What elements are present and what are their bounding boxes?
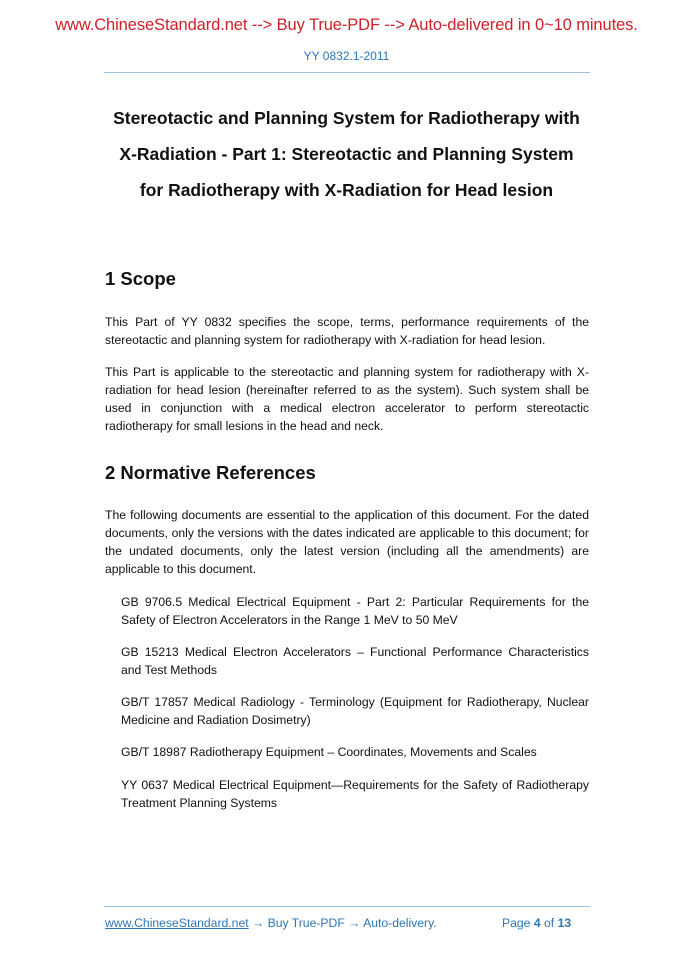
of-label: of: [540, 916, 558, 930]
total-pages: 13: [557, 916, 572, 930]
normative-intro-paragraph: The following documents are essential to the application of this document. For the dated documents, only the versions with the dates indicated are applicable to this document; for the undated documents, only the latest version (including all the amendments) are applicable to this document.: [105, 508, 589, 576]
section-heading-normative-references: 2 Normative References: [105, 462, 316, 483]
footer-divider: [104, 906, 590, 907]
page-indicator: [502, 916, 571, 930]
title-line-2: X-Radiation - Part 1: Stereotactic and Planning System: [119, 144, 574, 164]
section-heading-scope: 1 Scope: [105, 268, 176, 289]
document-title: [90, 100, 603, 208]
header-divider: [104, 72, 590, 73]
current-page: 4: [533, 916, 541, 930]
reference-item: GB 15213 Medical Electron Accelerators – Functional Performance Characteristics and Test Methods: [121, 645, 589, 677]
footer-promo: [105, 916, 437, 930]
reference-item: YY 0637 Medical Electrical Equipment—Requirements for the Safety of Radiotherapy Treatment Planning Systems: [121, 778, 589, 810]
reference-item: GB 9706.5 Medical Electrical Equipment - Part 2: Particular Requirements for the Safety of Electron Accelerators in the Range 1 MeV to 50 MeV: [121, 595, 589, 627]
document-number: YY 0832.1-2011: [303, 49, 390, 63]
reference-item: GB/T 17857 Medical Radiology - Terminology (Equipment for Radiotherapy, Nuclear Medicine and Radiation Dosimetry): [121, 695, 589, 727]
title-line-3: for Radiotherapy with X-Radiation for Head lesion: [139, 180, 554, 200]
title-line-1: Stereotactic and Planning System for Radiotherapy with: [113, 108, 580, 128]
footer-site-link[interactable]: www.ChineseStandard.net: [105, 916, 249, 930]
scope-paragraph-1: This Part of YY 0832 specifies the scope, terms, performance requirements of the stereotactic and planning system for radiotherapy with X-radiation for head lesion.: [105, 315, 589, 347]
scope-paragraph-2: This Part is applicable to the stereotactic and planning system for radiotherapy with X-radiation for head lesion (hereinafter referred to as the system). Such system shall be used in conjunction with a medical electron accelerator to perform stereotactic radiotherapy for small lesions in the head and neck.: [105, 365, 589, 433]
footer-promo-text: → Buy True-PDF → Auto-delivery.: [248, 916, 437, 930]
promo-banner-link[interactable]: www.ChineseStandard.net --> Buy True-PDF --> Auto-delivered in 0~10 minutes.: [55, 16, 638, 34]
page-label: Page: [502, 916, 534, 930]
reference-item: GB/T 18987 Radiotherapy Equipment – Coordinates, Movements and Scales: [121, 745, 537, 759]
